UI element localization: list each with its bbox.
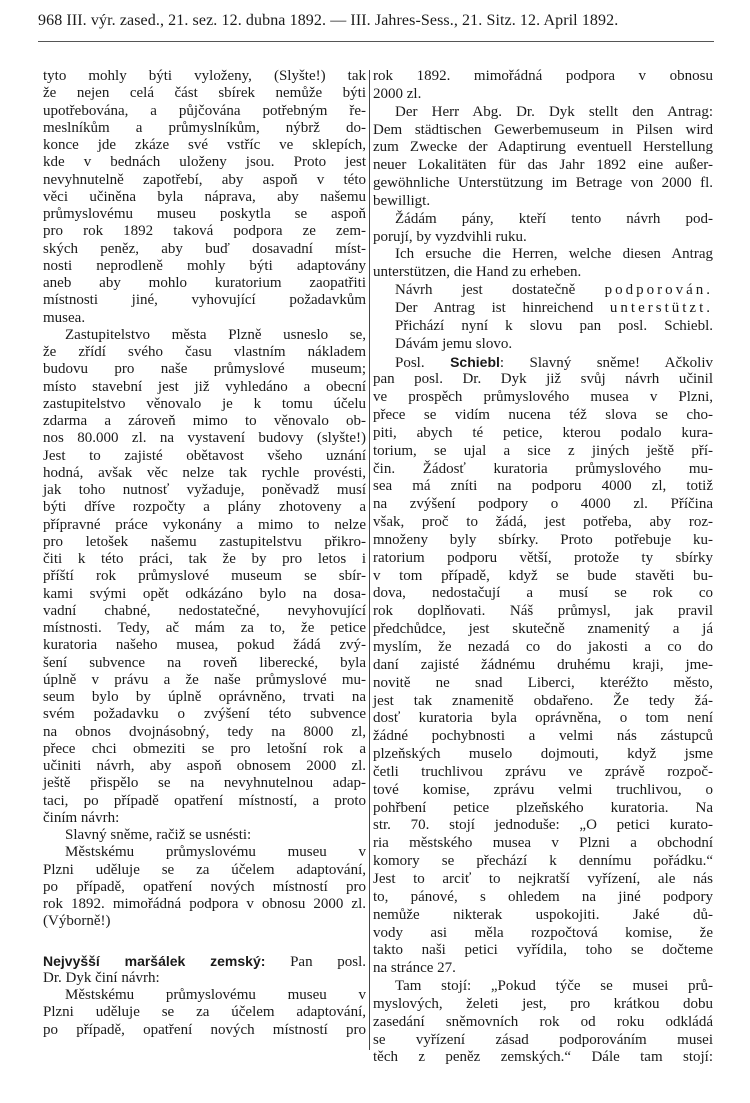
text-line: dova, nedostačují a musí se rok co [373, 585, 713, 602]
text-line: Ich ersuche die Herren, welche diesen Antrag [395, 246, 713, 263]
text-line: ria městského musea v Plzni a obchodní [373, 835, 713, 852]
text-line: přece se vidím nucena též slova se cho- [373, 407, 713, 424]
page-header: 968 III. výr. zased., 21. sez. 12. dubna 1892. — III. Jahres-Sess., 21. Sitz. 12. April 1892. [38, 12, 619, 29]
text-segment: Návrh jest dostatečně [395, 282, 605, 299]
text-line: ještě přispělo se na nevyhnutelnou adap- [43, 775, 366, 792]
text-line: zasedání sněmovních rok od roku odkládá [373, 1013, 713, 1030]
text-line: konce jde zkáze své vstříc ve sklepích, [43, 137, 366, 153]
text-line: gewöhnliche Unterstützung im Betrage von 2000 fl. [373, 175, 713, 192]
text-line: (Výborně!) [43, 913, 111, 930]
text-segment: Pan posl. [265, 953, 366, 970]
text-line: myslím, že nezadá co do jakosti a co do [373, 639, 713, 655]
text-line: po případě, opatření nových místností pro [43, 1021, 366, 1038]
text-line: čiti k této práci, tak že by pro letos i [43, 551, 366, 567]
text-line: zastupitelstvo věnovalo je k tomu účelu [43, 395, 366, 412]
text-line: místo stavební jest již vyhledáno a obecní [43, 378, 366, 395]
text-line: místnosti. Tedy, ač mám za to, že petice [43, 620, 366, 636]
text-line: činím návrh: [43, 809, 120, 826]
text-line: budovu pro naše průmyslové museum; [43, 361, 366, 378]
text-line: aneb aby mohlo kuratorium zaopatřiti [43, 275, 366, 291]
text-line: novitě ne snad Liberci, kteréžto město, [373, 674, 713, 691]
text-line: zdarma a zároveň mimo to věnovalo ob- [43, 413, 366, 429]
text-line: takto naši petici vyřídila, toho se dočteme [373, 942, 713, 959]
text-line: čin. Žádosť kuratoria průmyslového mu- [373, 460, 713, 477]
text-line: meslníkům a průmyslníkům, nýbrž do- [43, 119, 366, 136]
text-line: neuer Lokalitäten für das Jahr 1892 eine außer- [373, 157, 713, 174]
text-line: svém požadavku o zvýšení této subvence [43, 706, 366, 723]
text-line: Slavný sněme, račiž se usnésti: [65, 827, 252, 843]
text-line: však, proč to žádá, jest potřeba, aby roz- [373, 514, 713, 531]
text-line: šení subvence na roveň liberecké, byla [43, 654, 366, 671]
text-line: na obnos dvojnásobný, tedy na 8000 zl, [43, 723, 366, 740]
text-line: rok 1892. mimořádná podpora v obnosu 2000 zl. [43, 896, 366, 912]
speaker-name: Schiebl [450, 353, 500, 370]
text-line: na zvýšení podpory o 4000 zl. Příčina [373, 496, 713, 513]
text-line: porují, by vyzdvihli ruku. [373, 228, 527, 245]
text-line: plzeňských muselo dojmouti, když jsme [373, 746, 713, 763]
text-line: bewilligt. [373, 192, 431, 209]
left-column [43, 68, 366, 1039]
text-line: Jest to zajisté obětavost všeho uznání [43, 447, 366, 464]
header-rule [38, 41, 714, 42]
text-line: věci učiněna byla náprava, aby našemu [43, 188, 366, 205]
text-segment: : Slavný sněme! Ačkoliv [499, 354, 713, 371]
text-line: Městskému průmyslovému museu v [65, 844, 366, 861]
text-line: unterstützen, die Hand zu erheben. [373, 264, 582, 281]
text-line: sea má zníti na podporu 4000 zl, totiž [373, 478, 713, 495]
text-line: nos 80.000 zl. na vystavení budovy (slyšte!) [43, 430, 366, 447]
text-line: Plzni uděluje se za účelem adaptování, [43, 861, 366, 878]
text-line: Dávám jemu slovo. [395, 335, 513, 352]
text-line: myslových, želeti jest, pro krátkou dobu [373, 995, 713, 1012]
text-line: Přichází nyní k slovu pan posl. Schiebl. [395, 317, 713, 334]
text-line: jak toho nutnosť vyžaduje, poněvadž musí [43, 482, 366, 498]
text-line: se vyřízení zásad podporováním musei [373, 1031, 713, 1048]
text-line: pro letošek našemu zastupitelstvu přikro- [43, 533, 366, 550]
text-line: Der Herr Abg. Dr. Dyk stellt den Antrag: [395, 103, 713, 120]
text-line: jest tak znamenitě obdařeno. Že tedy žá- [373, 692, 713, 709]
text-line: místnosti jiné, vyhovující požadavkům [43, 292, 366, 309]
text-line: průmyslovému museu poskytla se aspoň [43, 206, 366, 222]
text-line: nosti neprodleně mohly býti adaptovány [43, 257, 366, 274]
text-line: Tam stojí: „Pokud týče se musei prů- [395, 978, 713, 995]
text-line: kde v bednách uloženy jsou. Proto jest [43, 154, 366, 171]
text-line: tyto mohly býti vyloženy, (Slyšte!) tak [43, 68, 366, 84]
text-line: zum Zwecke der Adaptirung eventuell Herstellung [373, 139, 713, 156]
text-line: učiniti návrh, aby aspoň obnosem 2000 zl. [43, 758, 366, 774]
text-line [373, 282, 713, 300]
text-line: pan posl. Dr. Dyk již svůj návrh učinil [373, 371, 713, 388]
text-line: musea. [43, 309, 86, 326]
text-line: ve prospěch průmyslového musea v Plzni, [373, 389, 713, 406]
spaced-text: podporován. [604, 282, 713, 299]
text-line: v tom případě, když se bude stavěti bu- [373, 567, 713, 584]
column-divider [369, 70, 370, 1050]
text-line: piti, abych té petice, kterou podalo kura- [373, 424, 713, 441]
text-line [43, 931, 366, 953]
text-line: že nejen celá část sbírek nemůže býti [43, 85, 366, 102]
text-line: Městskému průmyslovému museu v [65, 987, 366, 1003]
text-line: vadní chabné, nedostatečné, nevyhovující [43, 602, 366, 619]
text-line: četli truchlivou zprávu ve zprávě rozpoč- [373, 763, 713, 780]
text-line: dosť kuratoria byla oprávněna, o tom není [373, 710, 713, 727]
text-line: rok 1892. mimořádná podpora v obnosu [373, 68, 713, 84]
text-line: 2000 zl. [373, 85, 422, 102]
text-line: ratorium podporu větší, protože ty sbírky [373, 549, 713, 566]
text-line: str. 70. stojí jednoduše: „O petici kurato- [373, 817, 713, 834]
text-line: seum bylo by úplně oprávněno, trvati na [43, 689, 366, 705]
text-line: předchůdce, jest skutečně znamenitý a já [373, 621, 713, 638]
text-line: ských peněz, aby buď dosavadní míst- [43, 240, 366, 257]
text-line: rok doplňovati. Náš průmysl, jak pravil [373, 603, 713, 620]
text-line: nemůže nikterak uspokojiti. Jaké dů- [373, 906, 713, 923]
text-line: Jest to arciť to nejkratší vyřízení, ale nás [373, 870, 713, 887]
text-line [43, 953, 366, 970]
text-line: pro rok 1892 taková podpora ze zem- [43, 223, 366, 240]
text-line: taci, po případě opatření místností, a proto [43, 792, 366, 809]
spaced-text: unterstützt. [609, 299, 713, 316]
text-line: kami svými opět odkázáno bylo na dosa- [43, 585, 366, 602]
text-line: příští rok průmyslové museum se sbír- [43, 568, 366, 585]
text-line: vody asi měla rozpočtová komise, že [373, 924, 713, 941]
text-line: Žádám pány, kteří tento návrh pod- [395, 210, 713, 227]
text-line: těch z peněz zemských.“ Dále tam stojí: [373, 1049, 713, 1066]
text-line: torium, se ujal a sice z jiných ještě pří- [373, 442, 713, 459]
text-line: komory se přechází k dennímu pořádku.“ [373, 853, 713, 870]
text-segment: Posl. [395, 354, 451, 371]
text-line: to, pánové, s ohledem na jiné podpory [373, 888, 713, 905]
right-column [373, 68, 713, 1067]
text-line: úplně v právu a že naše průmyslové mu- [43, 671, 366, 688]
text-line: nevyhnutelně zapotřebí, aby aspoň v této [43, 171, 366, 188]
speaker-name: Nejvyšší maršálek zemský: [43, 952, 266, 969]
text-line: Plzni uděluje se za účelem adaptování, [43, 1004, 366, 1021]
text-line: přípravné práce vykonány a mimo to nelze [43, 516, 366, 533]
text-line: hodná, avšak věc nelze tak rychle provésti, [43, 464, 366, 481]
text-line [373, 300, 713, 318]
text-line: tové komise, zprávu velmi truchlivou, o [373, 781, 713, 798]
text-line: daní zajisté žádnému druhému kraji, jme- [373, 656, 713, 673]
text-line: Dr. Dyk činí návrh: [43, 969, 160, 986]
text-line: množeny byly sbírky. Proto potřebuje ku- [373, 531, 713, 548]
text-line: kuratoria našeho musea, pokud žádá zvý- [43, 637, 366, 654]
text-line: upotřebována, a půjčována potřebným ře- [43, 102, 366, 119]
text-line: že zřídí svého času vlastním nákladem [43, 344, 366, 360]
text-line: po případě, opatření nových místností pro [43, 878, 366, 895]
text-line: na stránce 27. [373, 960, 456, 977]
text-segment: Der Antrag ist hinreichend [395, 299, 610, 316]
text-line: býti dříve rozpočty a plány zhotoveny a [43, 499, 366, 516]
text-line: Zastupitelstvo města Plzně usneslo se, [65, 326, 366, 343]
text-line: Dem städtischen Gewerbemuseum in Pilsen wird [373, 121, 713, 138]
text-line: pohřbení petice plzeňského kuratoria. Na [373, 799, 713, 816]
text-line: žádné pochybnosti a velmi nás zástupců [373, 728, 713, 745]
text-line: přece chci obmeziti se pro letošní rok a [43, 740, 366, 757]
text-line [373, 354, 713, 372]
